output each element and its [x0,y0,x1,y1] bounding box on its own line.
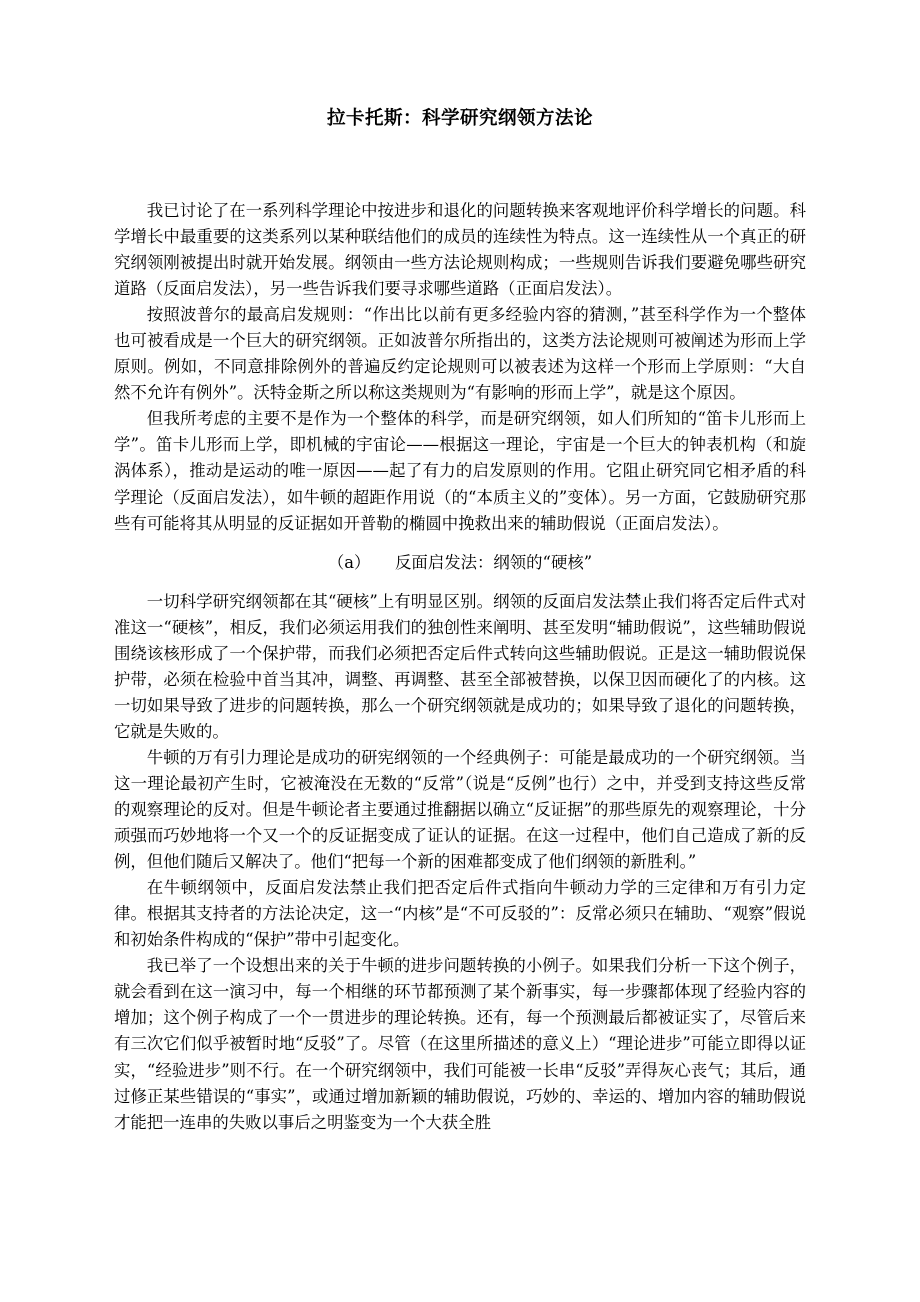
paragraph-7: 我已举了一个设想出来的关于牛顿的进步问题转换的小例子。如果我们分析一下这个例子，就会看到在这一演习中，每一个相继的环节都预测了某个新事实，每一步骤都体现了经验内容的增加；这个例子构成了一个一贯进步的理论转换。还有，每一个预测最后都被证实了，尽管后来有三次它们似乎被暂时地“反驳”了。尽管（在这里所描述的意义上）“理论进步”可能立即得以证实，“经验进步”则不行。在一个研究纲领中，我们可能被一长串“反驳”弄得灰心丧气；其后，通过修正某些错误的“事实”，或通过增加新颖的辅助假说，巧妙的、幸运的、增加内容的辅助假说才能把一连串的失败以事后之明鉴变为一个大获全胜 [114,956,806,1132]
paragraph-5: 牛顿的万有引力理论是成功的研宪纲领的一个经典例子：可能是最成功的一个研究纲领。当这一理论最初产生时，它被淹没在无数的“反常”（说是“反例”也行）之中，并受到支持这些反常的观察理论的反对。但是牛顿论者主要通过推翻据以确立“反证据”的那些原先的观察理论，十分顽强而巧妙地将一个又一个的反证据变成了证认的证据。在这一过程中，他们自己造成了新的反例，但他们随后又解决了。他们“把每一个新的困难都变成了他们纲领的新胜利。” [114,747,806,872]
paragraph-1: 我已讨论了在一系列科学理论中按进步和退化的问题转换来客观地评价科学增长的问题。科学增长中最重要的这类系列以某种联结他们的成员的连续性为特点。这一连续性从一个真正的研究纲领刚被提出时就开始发展。纲领由一些方法论规则构成；一些规则告诉我们要避免哪些研究道路（反面启发法），另一些告诉我们要寻求哪些道路（正面启发法）。 [114,201,806,299]
section-heading-text: 反面启发法：纲领的“硬核” [395,552,593,572]
document-content-column [114,0,806,1136]
section-heading-a [114,537,806,589]
paragraph-4: 一切科学研究纲领都在其“硬核”上有明显区别。纲领的反面启发法禁止我们将否定后件式对准这一“硬核”，相反，我们必须运用我们的独创性来阐明、甚至发明“辅助假说”，这些辅助假说围绕该核形成了一个保护带，而我们必须把否定后件式转向这些辅助假说。正是这一辅助假说保护带，必须在检验中首当其冲，调整、再调整、甚至全部被替换，以保卫因而硬化了的内核。这一切如果导致了进步的问题转换，那么一个研究纲领就是成功的；如果导致了退化的问题转换，它就是失败的。 [114,591,806,741]
paragraph-6: 在牛顿纲领中，反面启发法禁止我们把否定后件式指向牛顿动力学的三定律和万有引力定律。根据其支持者的方法论决定，这一“内核”是“不可反驳的”：反常必须只在辅助、“观察”假说和初始条件构成的“保护”带中引起变化。 [114,878,806,950]
section-label: （a） [327,552,371,572]
page-title: 拉卡托斯：科学研究纲领方法论 [326,108,593,129]
paragraph-2: 按照波普尔的最高启发规则：“作出比以前有更多经验内容的猜测，”甚至科学作为一个整体也可被看成是一个巨大的研究纲领。正如波普尔所指出的，这类方法论规则可被阐述为形而上学原则。例如，不同意排除例外的普遍反约定论规则可以被表述为这样一个形而上学原则：“大自然不允许有例外”。沃特金斯之所以称这类规则为“有影响的形而上学”，就是这个原因。 [114,305,806,403]
paragraph-3: 但我所考虑的主要不是作为一个整体的科学，而是研究纲领，如人们所知的“笛卡儿形而上学”。笛卡儿形而上学，即机械的宇宙论——根据这一理论，宇宙是一个巨大的钟表机构（和旋涡体系），推动是运动的唯一原因——起了有力的启发原则的作用。它阻止研究同它相矛盾的科学理论（反面启发法），如牛顿的超距作用说（的“本质主义的”变体）。另一方面，它鼓励研究那些有可能将其从明显的反证据如开普勒的椭圆中挽救出来的辅助假说（正面启发法）。 [114,409,806,533]
document-body [114,198,806,1136]
